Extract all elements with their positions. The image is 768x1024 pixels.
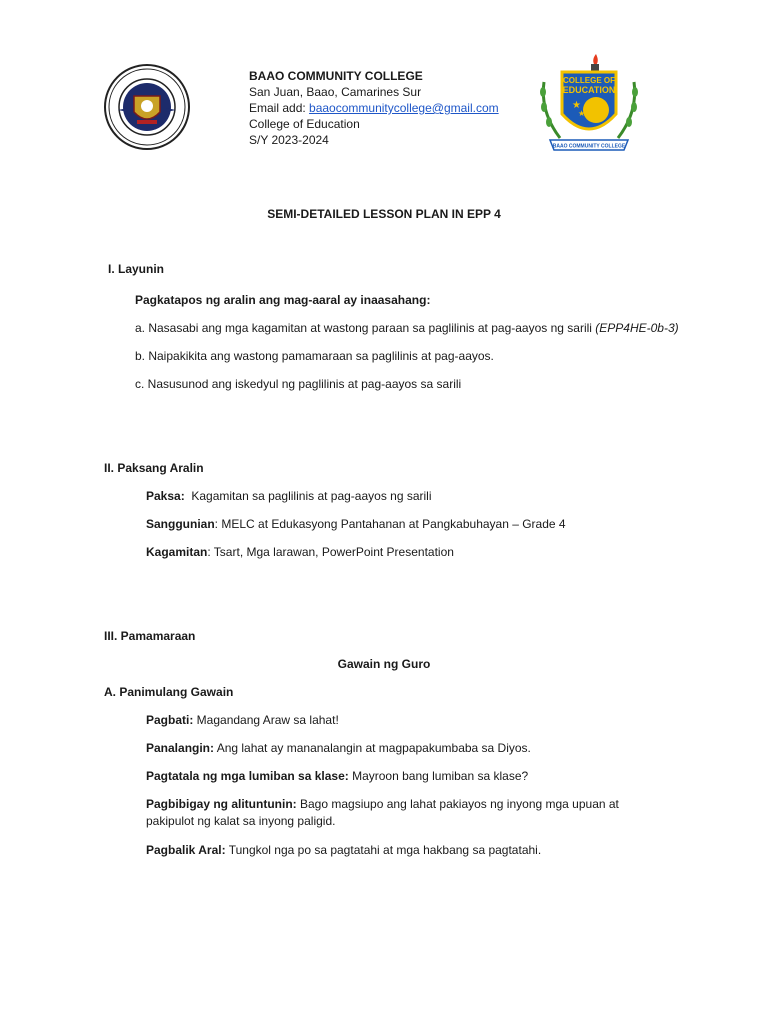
baao-college-seal-logo	[104, 64, 190, 150]
section-2-heading: II. Paksang Aralin	[104, 461, 204, 475]
logo-text-college-of: COLLEGE OF	[563, 76, 615, 85]
sanggunian-label: Sanggunian	[146, 517, 215, 531]
panalangin-label: Panalangin:	[146, 741, 215, 755]
kagamitan-line	[146, 544, 454, 560]
email-line	[249, 100, 499, 116]
pagtatala-label: Pagtatala ng mga lumiban sa klase:	[146, 769, 349, 783]
sanggunian-line	[146, 516, 566, 532]
email-label: Email add:	[249, 101, 310, 115]
objectives-intro: Pagkatapos ng aralin ang mag-aaral ay inaasahang:	[135, 293, 431, 307]
sub-heading-panimulang-gawain: A. Panimulang Gawain	[104, 685, 234, 699]
kagamitan-label: Kagamitan	[146, 545, 208, 559]
panalangin-value: Ang lahat ay mananalangin at magpapakumbaba sa Diyos.	[214, 741, 531, 755]
pagbalik-aral-label: Pagbalik Aral:	[146, 843, 226, 857]
college-address: San Juan, Baao, Camarines Sur	[249, 85, 422, 99]
pagbalik-aral-value: Tungkol nga po sa pagtatahi at mga hakbang sa pagtatahi.	[225, 843, 542, 857]
svg-text:★: ★	[572, 100, 581, 111]
panalangin-line	[146, 740, 531, 756]
objective-a-text: a. Nasasabi ang mga kagamitan at wastong paraan sa paglilinis at pag-aayos ng sarili	[135, 321, 596, 335]
pagbalik-aral-line	[146, 842, 541, 858]
column-heading-gawain-ng-guro: Gawain ng Guro	[337, 657, 431, 671]
objective-c: c. Nasusunod ang iskedyul ng paglilinis at pag-aayos sa sarili	[135, 377, 462, 391]
section-1-heading: I. Layunin	[108, 262, 165, 276]
college-header	[249, 68, 499, 148]
objective-b: b. Naipakikita ang wastong pamamaraan sa paglilinis at pag-aayos.	[135, 349, 494, 363]
alituntunin-label: Pagbibigay ng alituntunin:	[146, 797, 297, 811]
alituntunin-line	[146, 796, 666, 830]
document-title: SEMI-DETAILED LESSON PLAN IN EPP 4	[267, 207, 501, 221]
department: College of Education	[249, 117, 360, 131]
college-of-education-logo	[534, 52, 644, 156]
paksa-value: Kagamitan sa paglilinis at pag-aayos ng sarili	[184, 489, 432, 503]
pagbati-line	[146, 712, 339, 728]
alituntunin-value: Bago magsiupo ang lahat pakiayos ng inyong mga upuan at pakipulot ng kalat sa inyong paligid.	[146, 797, 619, 828]
paksa-line	[146, 488, 432, 504]
paksa-label: Paksa:	[146, 489, 185, 503]
college-name: BAAO COMMUNITY COLLEGE	[249, 69, 423, 83]
kagamitan-value: : Tsart, Mga larawan, PowerPoint Presentation	[207, 545, 454, 559]
pagtatala-value: Mayroon bang lumiban sa klase?	[348, 769, 529, 783]
logo-text-education: EDUCATION	[562, 85, 616, 95]
section-3-heading: III. Pamamaraan	[104, 629, 196, 643]
objective-a-code: (EPP4HE-0b-3)	[595, 321, 679, 335]
email-link[interactable]: baaocommunitycollege@gmail.com	[309, 101, 499, 115]
pagbati-value: Magandang Araw sa lahat!	[193, 713, 339, 727]
objective-a	[135, 320, 679, 336]
pagtatala-line	[146, 768, 528, 784]
sanggunian-value: : MELC at Edukasyong Pantahanan at Pangkabuhayan – Grade 4	[214, 517, 566, 531]
svg-text:★: ★	[578, 109, 586, 118]
pagbati-label: Pagbati:	[146, 713, 194, 727]
logo-ribbon-text: BAAO COMMUNITY COLLEGE	[552, 143, 626, 150]
school-year: S/Y 2023-2024	[249, 133, 329, 147]
